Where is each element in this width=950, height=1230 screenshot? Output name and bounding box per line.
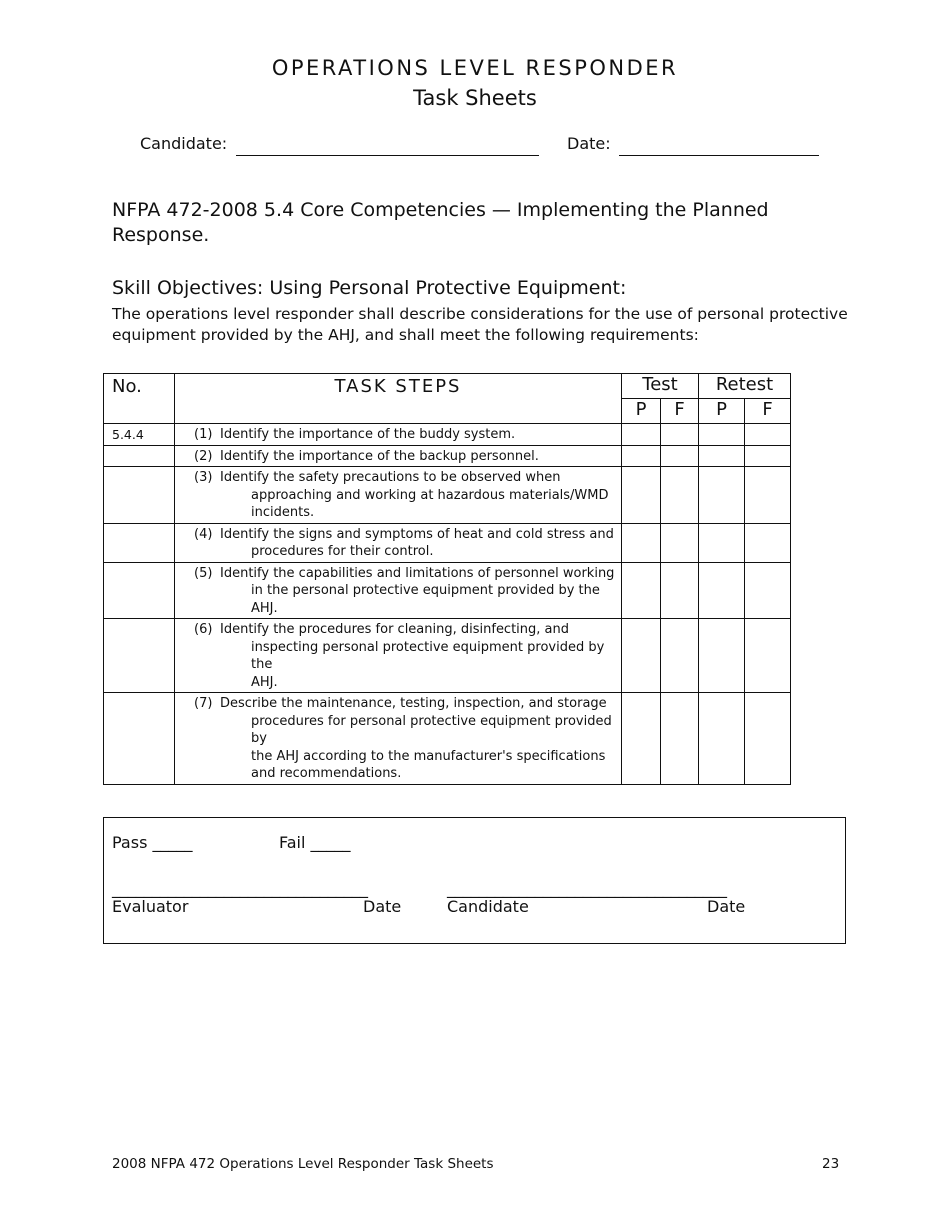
column-header-retest: Retest (699, 374, 791, 399)
date-label: Date: (567, 134, 611, 153)
task-step-line (194, 695, 615, 713)
retest-pass-cell[interactable] (699, 424, 745, 446)
test-fail-cell[interactable] (661, 445, 699, 467)
retest-fail-cell[interactable] (745, 693, 791, 785)
task-step-text: Identify the signs and symptoms of heat and cold stress and (220, 526, 614, 542)
test-pass-cell[interactable] (622, 445, 661, 467)
task-step-line: procedures for personal protective equipment provided by (251, 713, 612, 746)
task-step-text: Identify the importance of the buddy system. (220, 427, 516, 442)
task-step (175, 424, 622, 446)
task-step-text: Describe the maintenance, testing, inspection, and storage (220, 696, 607, 711)
task-step (175, 467, 622, 524)
column-header-task-steps: TASK STEPS (175, 374, 622, 424)
page-title: OPERATIONS LEVEL RESPONDER (271, 56, 679, 80)
retest-pass-cell[interactable] (699, 523, 745, 562)
task-step-line (194, 426, 615, 444)
task-step-line: procedures for their control. (251, 544, 434, 559)
page-number: 23 (822, 1156, 840, 1172)
task-step-line: AHJ. (251, 674, 278, 690)
retest-pass-cell[interactable] (699, 445, 745, 467)
table-row (104, 619, 791, 693)
candidate-label: Candidate (447, 897, 529, 916)
retest-pass-cell[interactable] (699, 562, 745, 619)
task-step-line: incidents. (251, 505, 315, 520)
candidate-date-label: Date (707, 897, 746, 916)
competency-heading-line: NFPA 472-2008 5.4 Core Competencies — Implementing the Planned (112, 199, 769, 221)
test-pass-cell[interactable] (622, 693, 661, 785)
task-step-line (194, 526, 615, 544)
evaluator-date-label: Date (363, 897, 402, 916)
task-number (104, 619, 175, 693)
task-step (175, 562, 622, 619)
task-step-line: approaching and working at hazardous materials/WMD (251, 487, 609, 503)
description-line: The operations level responder shall describe considerations for the use of personal protective (112, 305, 848, 323)
skill-objectives-description (112, 304, 892, 346)
column-header-no: No. (104, 374, 175, 424)
task-number (104, 467, 175, 524)
retest-fail-cell[interactable] (745, 523, 791, 562)
retest-pass-header: P (699, 399, 745, 424)
task-step-line: the AHJ according to the manufacturer's specifications (251, 748, 606, 764)
task-step (175, 523, 622, 562)
retest-fail-cell[interactable] (745, 424, 791, 446)
test-pass-cell[interactable] (622, 562, 661, 619)
task-step-line: inspecting personal protective equipment provided by the (251, 639, 605, 672)
retest-fail-cell[interactable] (745, 467, 791, 524)
competency-heading (112, 198, 872, 248)
task-step (175, 693, 622, 785)
task-number (104, 562, 175, 619)
task-step-line (194, 565, 615, 583)
task-step-marker: (4) (194, 526, 213, 542)
test-pass-cell[interactable] (622, 619, 661, 693)
fail-field[interactable]: Fail _____ (279, 833, 351, 852)
task-step-marker: (3) (194, 470, 213, 485)
task-step-line: AHJ. (251, 600, 278, 616)
table-row (104, 424, 791, 446)
retest-fail-cell[interactable] (745, 445, 791, 467)
task-step-line (194, 448, 615, 466)
task-number (104, 693, 175, 785)
candidate-signature-line[interactable]: ___________________________________ (447, 879, 727, 898)
task-step-line (194, 621, 615, 639)
skill-objectives-heading: Skill Objectives: Using Personal Protective Equipment: (112, 277, 627, 299)
task-step (175, 445, 622, 467)
competency-heading-line: Response. (112, 224, 210, 246)
test-pass-header: P (622, 399, 661, 424)
task-steps-table (103, 373, 791, 785)
task-step-line: and recommendations. (251, 766, 402, 781)
task-step-marker: (5) (194, 565, 213, 581)
table-row (104, 523, 791, 562)
test-pass-cell[interactable] (622, 467, 661, 524)
candidate-label: Candidate: (140, 134, 228, 153)
test-fail-cell[interactable] (661, 467, 699, 524)
task-step-marker: (7) (194, 696, 213, 711)
retest-fail-header: F (745, 399, 791, 424)
candidate-field[interactable] (236, 155, 539, 156)
test-fail-cell[interactable] (661, 523, 699, 562)
evaluator-label: Evaluator (112, 897, 189, 916)
task-number (104, 445, 175, 467)
task-number: 5.4.4 (104, 424, 175, 446)
test-pass-cell[interactable] (622, 523, 661, 562)
task-step-text: Identify the capabilities and limitations of personnel working (220, 565, 615, 581)
task-step-marker: (6) (194, 622, 213, 637)
evaluator-signature-line[interactable]: ________________________________ (112, 879, 368, 898)
test-fail-cell[interactable] (661, 562, 699, 619)
table-row (104, 693, 791, 785)
task-step-line (194, 469, 615, 487)
test-fail-cell[interactable] (661, 693, 699, 785)
test-fail-header: F (661, 399, 699, 424)
retest-pass-cell[interactable] (699, 693, 745, 785)
task-step-text: Identify the procedures for cleaning, disinfecting, and (220, 622, 570, 637)
table-row (104, 445, 791, 467)
page-subtitle: Task Sheets (413, 86, 537, 110)
task-step-text: Identify the safety precautions to be observed when (220, 470, 561, 485)
task-step-line: in the personal protective equipment provided by the (251, 583, 600, 598)
footer-text: 2008 NFPA 472 Operations Level Responder Task Sheets (112, 1156, 494, 1172)
test-pass-cell[interactable] (622, 424, 661, 446)
retest-fail-cell[interactable] (745, 619, 791, 693)
column-header-test: Test (622, 374, 699, 399)
table-row (104, 562, 791, 619)
description-line: equipment provided by the AHJ, and shall meet the following requirements: (112, 326, 699, 344)
task-step-marker: (1) (194, 427, 213, 442)
date-field[interactable] (619, 155, 819, 156)
retest-pass-cell[interactable] (699, 619, 745, 693)
task-step-marker: (2) (194, 448, 213, 464)
table-row (104, 467, 791, 524)
task-step (175, 619, 622, 693)
test-fail-cell[interactable] (661, 619, 699, 693)
test-fail-cell[interactable] (661, 424, 699, 446)
task-number (104, 523, 175, 562)
retest-fail-cell[interactable] (745, 562, 791, 619)
pass-field[interactable]: Pass _____ (112, 833, 193, 852)
retest-pass-cell[interactable] (699, 467, 745, 524)
result-signature-box (103, 817, 846, 944)
task-step-text: Identify the importance of the backup personnel. (220, 448, 539, 464)
